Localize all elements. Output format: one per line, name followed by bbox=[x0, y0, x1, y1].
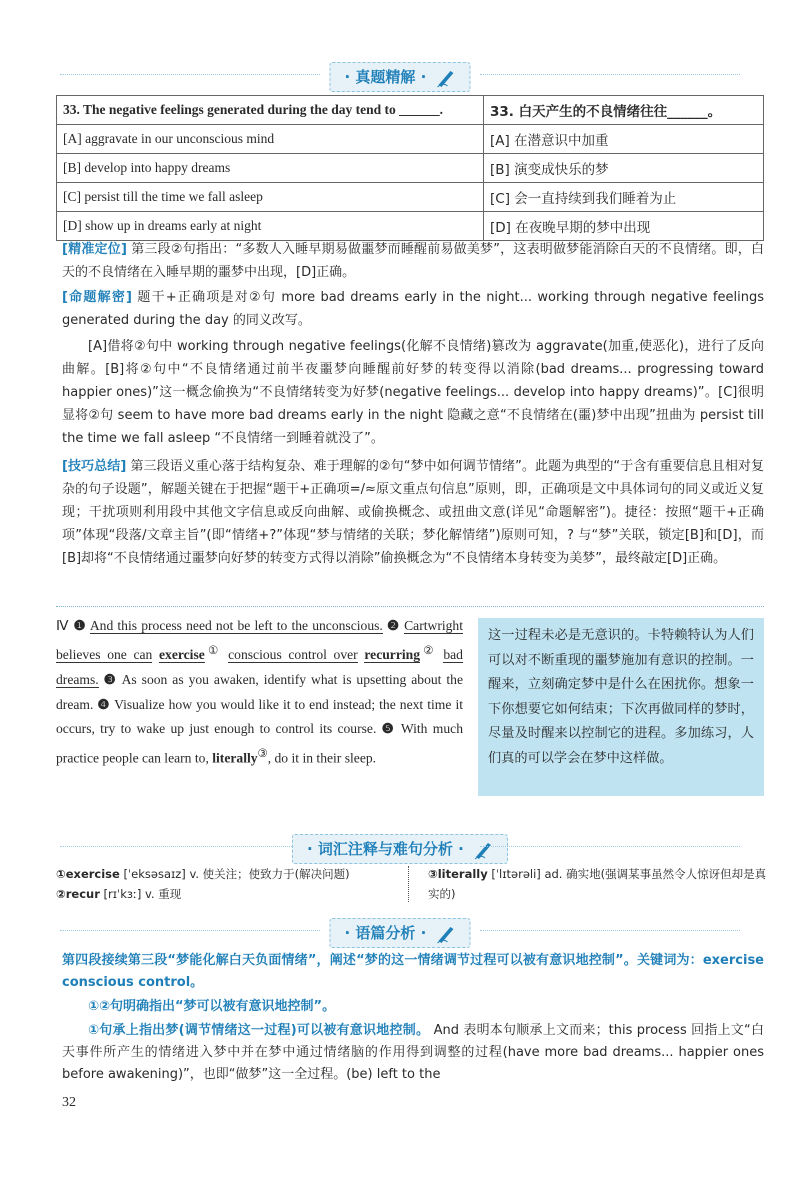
sentence-number: ❶ bbox=[73, 618, 87, 633]
analysis-intro: 第四段接续第三段“梦能化解白天负面情绪”，阐述“梦的这一情绪调节过程可以被有意识地控制”。关键词为：exercise conscious control。 bbox=[62, 953, 764, 990]
section-title-text: · 词汇注释与难句分析 · bbox=[306, 840, 464, 858]
vocab-entry bbox=[428, 864, 768, 904]
sentence-number: ❹ bbox=[97, 696, 111, 712]
section-title-text: · 真题精解 · bbox=[344, 68, 427, 86]
sentence-2-part-b: conscious control over bbox=[228, 647, 358, 663]
footnote-marker: ② bbox=[420, 644, 437, 657]
vocab-definition: v. 重现 bbox=[145, 887, 182, 901]
section-banner-vocab bbox=[0, 832, 800, 864]
section-title bbox=[292, 834, 508, 864]
sentence-2-part-c: bad dreams. bbox=[56, 647, 463, 687]
section-banner-answers bbox=[0, 60, 800, 92]
sentence-number: ❺ bbox=[381, 721, 396, 737]
banner-divider bbox=[480, 846, 740, 847]
vocab-phonetic: [ˈeksəsaɪz] bbox=[123, 867, 186, 881]
decode-detail-text: [A]借将②句中 working through negative feelings(化解不良情绪)篡改为 aggravate(加重,使恶化)，进行了反向曲解。[B]将②句中“不良情绪通过前半夜噩梦向睡醒前好梦的转变得以消除(bad dreams... progressing toward happier ones)”这一概念偷换为“不良情绪转变为好梦(negative feelings... develop into happy dreams)”。[C]很明显将②句 seem to have more bad dreams early in the night 隐藏之意“不良情绪在(噩)梦中出现”扭曲为 persist till the time we fall asleep “不良情绪一到睡着就没了”。 bbox=[62, 339, 764, 446]
vocab-word: ③literally bbox=[428, 867, 488, 881]
vocab-column-right bbox=[428, 864, 768, 904]
locate-tag: [精准定位] bbox=[62, 242, 127, 257]
option-en: [D] show up in dreams early at night bbox=[57, 212, 484, 241]
footnote-marker: ① bbox=[204, 644, 222, 657]
analysis-detail-bold: ①句承上指出梦(调节情绪这一过程)可以被有意识地控制。 bbox=[88, 1023, 430, 1038]
question-table bbox=[56, 95, 764, 241]
option-row bbox=[57, 125, 764, 154]
sentence-5-part-b: , do it in their sleep. bbox=[267, 750, 377, 766]
vocab-word-recurring: recurring bbox=[364, 647, 420, 663]
decode-paragraph bbox=[62, 286, 764, 332]
banner-divider bbox=[60, 930, 320, 931]
vocab-word: ①exercise bbox=[56, 867, 120, 881]
question-stem-en: 33. The negative feelings generated during the day tend to ______. bbox=[57, 96, 484, 125]
vocab-phonetic: [ˈlɪtərəli] bbox=[491, 867, 541, 881]
vocab-word-literally: literally bbox=[212, 750, 258, 766]
sentence-4: Visualize how you would like it to end instead; the next time it occurs, try to wake up just enough to control its course. bbox=[56, 696, 464, 737]
vocab-word: ②recur bbox=[56, 887, 100, 901]
section-title-text: · 语篇分析 · bbox=[344, 924, 427, 942]
vocab-phonetic: [rɪˈkɜː] bbox=[103, 887, 142, 901]
sentence-number: ❷ bbox=[386, 618, 400, 633]
pen-icon bbox=[473, 840, 493, 860]
translation-text: 这一过程未必是无意识的。卡特赖特认为人们可以对不断重现的噩梦施加有意识的控制。一醒来，立刻确定梦中是什么在困扰你。想象一下你想要它如何结束；下次再做同样的梦时，尽量及时醒来以控制它的进程。多加练习，人们真的可以学会在梦中这样做。 bbox=[488, 628, 754, 766]
vocab-word-exercise: exercise bbox=[159, 647, 205, 663]
sentence-3: As soon as you awaken, identify what is upsetting about the dream. bbox=[56, 671, 464, 712]
option-en: [C] persist till the time we fall asleep bbox=[57, 183, 484, 212]
vocab-entry bbox=[56, 884, 416, 904]
section-banner-analysis bbox=[0, 916, 800, 948]
passage-paragraph bbox=[56, 614, 463, 771]
pen-icon bbox=[436, 68, 456, 88]
pen-icon bbox=[436, 924, 456, 944]
paragraph-label: Ⅳ bbox=[56, 618, 70, 633]
page-number: 32 bbox=[62, 1095, 76, 1110]
option-zh: [B] 演变成快乐的梦 bbox=[484, 154, 764, 183]
vocab-definition: ad. 确实地(强调某事虽然令人惊讶但却是真实的) bbox=[428, 867, 767, 901]
question-stem-zh: 33. 白天产生的不良情绪往往______。 bbox=[484, 96, 764, 125]
option-zh: [A] 在潜意识中加重 bbox=[484, 125, 764, 154]
translation-box bbox=[478, 618, 764, 796]
banner-divider bbox=[60, 74, 320, 75]
column-separator bbox=[408, 866, 419, 902]
vocab-entry bbox=[56, 864, 416, 884]
option-en: [B] develop into happy dreams bbox=[57, 154, 484, 183]
decode-text: 题干+正确项是对②句 more bad dreams early in the night... working through negative feelings generated during the day 的同义改写。 bbox=[62, 290, 764, 328]
option-zh: [D] 在夜晚早期的梦中出现 bbox=[484, 212, 764, 241]
banner-divider bbox=[60, 846, 320, 847]
analysis-point: ①②句明确指出“梦可以被有意识地控制”。 bbox=[88, 999, 336, 1014]
sentence-1: And this process need not be left to the unconscious. bbox=[89, 618, 383, 633]
sentence-5-part-a: With much practice people can learn to, bbox=[56, 721, 463, 766]
question-stem-row bbox=[57, 96, 764, 125]
footnote-marker: ③ bbox=[257, 748, 268, 761]
locate-text: 第三段②句指出：“多数人入睡早期易做噩梦而睡醒前易做美梦”，这表明做梦能消除白天的不良情绪。即，白天的不良情绪在入睡早期的噩梦中出现，[D]正确。 bbox=[62, 242, 764, 280]
option-row bbox=[57, 183, 764, 212]
sentence-2-part-a: Cartwright believes one can bbox=[56, 618, 463, 663]
option-zh: [C] 会一直持续到我们睡着为止 bbox=[484, 183, 764, 212]
option-row bbox=[57, 154, 764, 183]
analysis-detail-text: And 表明本句顺承上文而来；this process 回指上文“白天事件所产生的情绪进入梦中并在梦中通过情绪脑的作用得到调整的过程(have more bad dreams... happier ones before awakening)”，也即“做梦”这一全过程。(be) left to the bbox=[62, 1023, 765, 1082]
option-row bbox=[57, 212, 764, 241]
locate-paragraph bbox=[62, 238, 764, 284]
summary-text: 第三段语义重心落于结构复杂、难于理解的②句“梦中如何调节情绪”。此题为典型的“于含有重要信息且相对复杂的句子设题”，解题关键在于把握“题干+正确项=/≈原文重点句信息”原则，即，正确项是文中具体词句的同义或近义复现；干扰项则利用段中其他文字信息或反向曲解、或偷换概念、或扭曲文意(详见“命题解密”)。捷径：按照“题干+正确项”体现“段落/文章主旨”(即“情绪+?”体现“梦与情绪的关联；梦化解情绪”)原则可知，? 与“梦”关联，锁定[B]和[D]，而[B]却将“不良情绪通过噩梦向好梦的转变方式得以消除”偷换概念为“不良情绪本身转变为美梦”，最终敲定[D]正确。 bbox=[62, 459, 764, 566]
banner-divider bbox=[480, 930, 740, 931]
section-title bbox=[329, 62, 470, 92]
section-title bbox=[329, 918, 470, 948]
analysis-detail bbox=[62, 1020, 764, 1086]
summary-tag: [技巧总结] bbox=[62, 459, 127, 474]
sentence-number: ❸ bbox=[103, 671, 118, 687]
summary-paragraph bbox=[62, 455, 764, 570]
option-en: [A] aggravate in our unconscious mind bbox=[57, 125, 484, 154]
vocab-definition: v. 使关注；使致力于(解决问题) bbox=[189, 867, 350, 881]
decode-detail-paragraph bbox=[62, 335, 764, 450]
dotted-divider bbox=[56, 606, 764, 607]
banner-divider bbox=[480, 74, 740, 75]
vocab-column-left bbox=[56, 864, 416, 904]
decode-tag: [命题解密] bbox=[62, 290, 132, 305]
